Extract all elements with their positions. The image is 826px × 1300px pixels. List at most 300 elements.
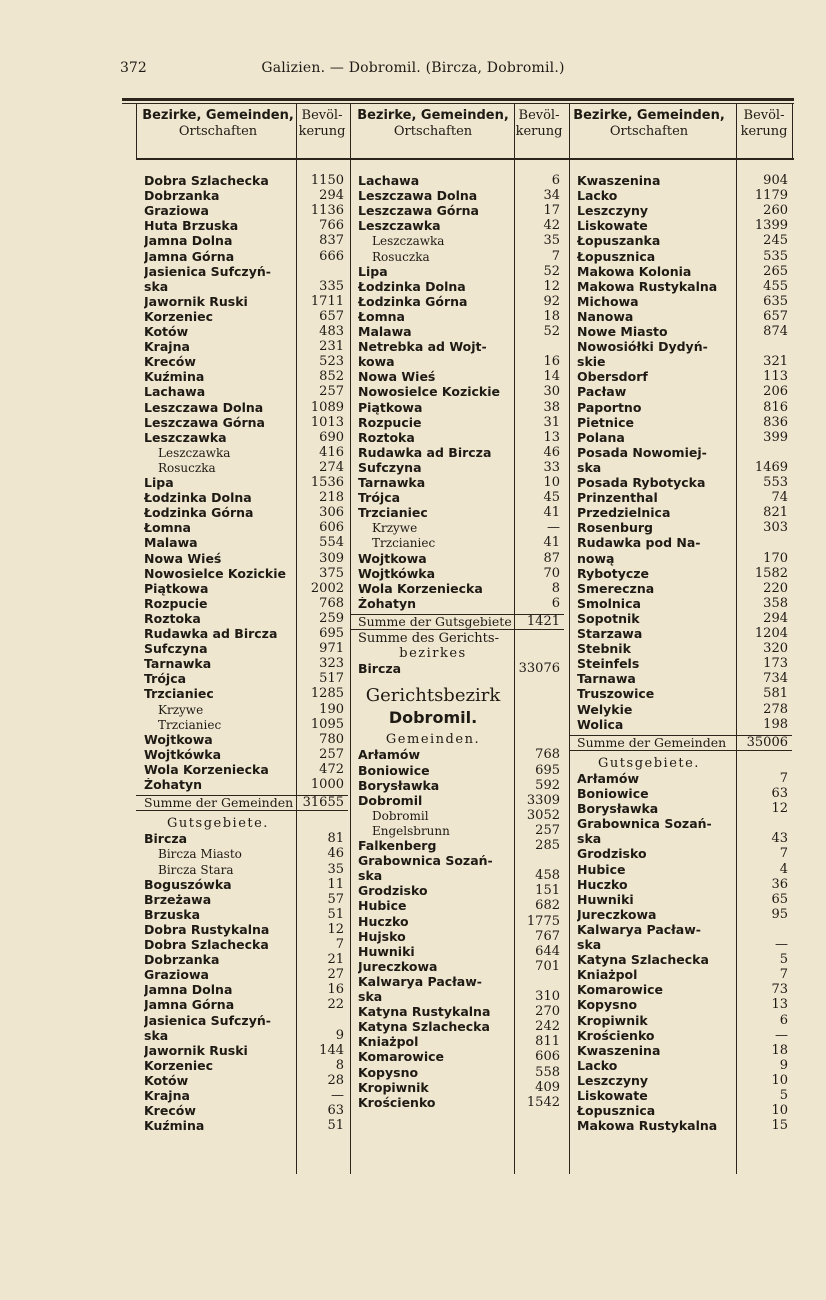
- population-value: 257: [535, 822, 560, 838]
- population-value: 310: [535, 989, 560, 1004]
- table-row: [350, 370, 564, 384]
- place-name: Smolnica: [577, 596, 641, 611]
- population-value: 309: [319, 550, 344, 566]
- population-value: 553: [763, 475, 788, 490]
- population-value: 6: [551, 173, 560, 188]
- header-title: Bezirke, Gemeinden,: [573, 108, 725, 123]
- population-value: 458: [535, 868, 560, 884]
- table-row: [136, 703, 348, 717]
- place-name: Jamna Dolna: [144, 234, 233, 249]
- place-name: bezirkes: [399, 647, 467, 662]
- summary-row: [350, 614, 564, 630]
- population-value: 1421: [526, 613, 560, 629]
- place-name: ska: [358, 869, 383, 884]
- population-value: 13: [771, 997, 788, 1013]
- population-value: 65: [771, 891, 788, 907]
- place-name: Makowa Kolonia: [577, 264, 692, 279]
- table-row: [350, 869, 564, 883]
- header-title: Bezirke, Gemeinden,: [142, 108, 294, 123]
- table-row: [350, 960, 564, 974]
- population-value: 151: [535, 883, 560, 899]
- table-row: [569, 1059, 792, 1073]
- table-row: [136, 340, 348, 354]
- table-row: [350, 975, 564, 989]
- population-value: 14: [543, 369, 560, 385]
- place-name: Nanowa: [577, 309, 634, 324]
- place-name: Jasienica Sufczyń-: [144, 264, 271, 279]
- place-name: Makowa Rustykalna: [577, 1119, 718, 1134]
- place-name: Sufczyna: [144, 642, 208, 657]
- place-name: ska: [577, 460, 602, 475]
- table-row: [350, 824, 564, 838]
- table-row: [136, 923, 348, 937]
- population-value: 17: [543, 203, 560, 219]
- population-value: 375: [319, 565, 344, 581]
- table-row: [136, 1119, 348, 1133]
- place-name: Piątkowa: [144, 581, 209, 596]
- place-name: Engelsbrunn: [372, 823, 450, 838]
- population-value: 41: [543, 505, 560, 521]
- table-row: [569, 1089, 792, 1103]
- table-row: [136, 832, 348, 846]
- place-name: Wojtkówka: [144, 747, 222, 762]
- table-row: [569, 863, 792, 877]
- population-value: 455: [763, 278, 788, 294]
- population-value: 1711: [310, 293, 344, 309]
- table-row: [569, 757, 792, 771]
- population-value: 81: [327, 831, 344, 847]
- place-name: Rudawka ad Bircza: [144, 627, 278, 641]
- population-value: 768: [319, 595, 344, 611]
- table-row: [136, 325, 348, 339]
- population-value: 73: [771, 982, 788, 998]
- place-name: Kwaszenina: [577, 174, 661, 188]
- place-name: Liskowate: [577, 1089, 648, 1103]
- place-name: ska: [358, 990, 383, 1004]
- population-header: [296, 108, 348, 156]
- table-row: [569, 612, 792, 626]
- population-value: 472: [319, 761, 344, 777]
- table-row: [569, 893, 792, 907]
- population-value: 483: [319, 324, 344, 339]
- population-value: 517: [319, 671, 344, 687]
- table-row: [136, 1059, 348, 1073]
- population-value: 816: [763, 399, 788, 415]
- table-row: [569, 536, 792, 550]
- table-row: [569, 597, 792, 611]
- place-name: Krzywe: [158, 702, 204, 717]
- table-row: [569, 642, 792, 656]
- population-value: —: [331, 1088, 344, 1103]
- place-name: Lipa: [358, 264, 388, 279]
- population-value: 198: [763, 716, 788, 732]
- place-name: Arłamów: [577, 771, 640, 786]
- table-row: [136, 968, 348, 982]
- table-row: [350, 839, 564, 853]
- table-row: [350, 794, 564, 808]
- table-row: [136, 878, 348, 892]
- place-name: Korzeniec: [144, 1058, 214, 1073]
- table-row: [350, 416, 564, 430]
- place-name: Krajna: [144, 1089, 190, 1103]
- place-name: Huta Brzuska: [144, 219, 239, 234]
- table-row: [136, 204, 348, 218]
- place-name: Leszczawka: [144, 430, 227, 445]
- table-row: [350, 280, 564, 294]
- population-value: 260: [763, 203, 788, 219]
- place-name: Hubice: [577, 862, 626, 877]
- table-row: [350, 1050, 564, 1064]
- population-value: 16: [327, 982, 344, 998]
- population-value: 257: [319, 384, 344, 400]
- population-value: 34: [543, 188, 560, 204]
- table-row: [136, 1044, 348, 1058]
- population-value: 1095: [310, 716, 344, 732]
- place-name: Summe der Gemeinden: [144, 796, 294, 811]
- table-row: [350, 476, 564, 490]
- table-row: [350, 1066, 564, 1080]
- place-name: Leszczyny: [577, 1073, 649, 1088]
- population-value: 767: [535, 928, 560, 944]
- population-value: 265: [763, 263, 788, 279]
- table-row: [569, 1074, 792, 1088]
- table-row: [350, 990, 564, 1004]
- table-row: [136, 998, 348, 1012]
- population-value: 1089: [310, 399, 344, 415]
- population-value: 904: [763, 173, 788, 188]
- table-row: [569, 295, 792, 309]
- table-row: [569, 817, 792, 831]
- table-row: [569, 878, 792, 892]
- place-name: Smereczna: [577, 581, 655, 596]
- table-row: [350, 945, 564, 959]
- population-value: 27: [327, 967, 344, 983]
- table-row: [350, 446, 564, 460]
- population-value: 1000: [310, 777, 344, 792]
- place-name: Gutsgebiete.: [598, 756, 700, 771]
- population-value: 12: [771, 801, 788, 817]
- table-row: [136, 295, 348, 309]
- population-value: 5: [779, 1088, 788, 1103]
- table-row: [569, 234, 792, 248]
- place-name: Sopotnik: [577, 611, 640, 626]
- place-name: Prinzenthal: [577, 491, 658, 506]
- place-name: Kwaszenina: [577, 1043, 661, 1058]
- population-value: 306: [319, 505, 344, 521]
- place-name: Malawa: [358, 325, 412, 339]
- table-row: [350, 295, 564, 309]
- table-row: [350, 431, 564, 445]
- population-value: 220: [763, 580, 788, 596]
- population-value: 10: [543, 475, 560, 490]
- population-value: 682: [535, 898, 560, 914]
- population-value: 74: [771, 490, 788, 506]
- place-name: Jamna Górna: [144, 998, 235, 1013]
- population-header: [514, 108, 564, 156]
- table-row: [136, 552, 348, 566]
- population-value: 294: [319, 188, 344, 204]
- population-value: 1150: [310, 173, 344, 188]
- table-row: [136, 310, 348, 324]
- table-row: [569, 703, 792, 717]
- place-name: Lachawa: [144, 385, 206, 400]
- place-name: Leszczawa Dolna: [358, 189, 478, 204]
- place-name: Kuźmina: [144, 1119, 205, 1134]
- table-row: [569, 280, 792, 294]
- table-row: [350, 491, 564, 505]
- population-value: 16: [543, 354, 560, 370]
- place-name: Graziowa: [144, 968, 209, 983]
- place-name: Krościenko: [577, 1028, 655, 1043]
- place-name: Wolica: [577, 717, 624, 732]
- table-row: [136, 1074, 348, 1088]
- population-value: 635: [763, 293, 788, 309]
- table-row: [569, 672, 792, 686]
- population-value: 2002: [310, 580, 344, 596]
- place-name: Żohatyn: [144, 778, 203, 792]
- place-name: Hubice: [358, 899, 407, 914]
- table-row: [569, 787, 792, 801]
- population-value: 190: [319, 701, 344, 717]
- population-value: 206: [763, 384, 788, 400]
- place-name: Borysławka: [358, 778, 440, 793]
- population-value: 416: [319, 444, 344, 460]
- population-value: 4: [779, 861, 788, 877]
- place-name: Krzywe: [372, 521, 418, 536]
- place-name: Komarowice: [577, 983, 663, 998]
- population-value: 278: [763, 701, 788, 717]
- place-name: ska: [577, 938, 602, 952]
- population-value: 7: [335, 937, 344, 952]
- table-row: [569, 355, 792, 369]
- place-name: Borysławka: [577, 802, 659, 817]
- place-name: Obersdorf: [577, 370, 648, 385]
- place-name: Nowa Wieś: [144, 551, 222, 566]
- population-value: 535: [763, 248, 788, 264]
- place-name: Bircza: [358, 662, 402, 677]
- population-value: 257: [319, 746, 344, 762]
- table-row: [569, 385, 792, 399]
- table-row: [136, 778, 348, 792]
- place-name: Posada Rybotycka: [577, 476, 706, 490]
- table-row: [136, 748, 348, 762]
- table-row: [350, 647, 564, 661]
- population-value: 46: [327, 846, 344, 862]
- table-row: [569, 219, 792, 233]
- place-name: Huczko: [358, 914, 409, 929]
- place-name: Lacko: [577, 1058, 618, 1073]
- table-row: [569, 923, 792, 937]
- place-name: Trójca: [144, 672, 187, 687]
- table-row: [350, 779, 564, 793]
- place-name: Boniowice: [577, 787, 649, 801]
- table-row: [569, 832, 792, 846]
- table-row: [569, 968, 792, 982]
- place-name: Stebnik: [577, 642, 631, 657]
- table-row: [569, 772, 792, 786]
- place-name: Boniowice: [358, 763, 430, 778]
- table-row: [569, 1119, 792, 1133]
- table-row: [569, 847, 792, 861]
- table-row: [569, 1104, 792, 1118]
- population-value: 874: [763, 324, 788, 339]
- table-row: [350, 582, 564, 596]
- table-row: [350, 219, 564, 233]
- place-name: Katyna Szlachecka: [577, 953, 709, 968]
- table-row: [136, 582, 348, 596]
- place-name: nową: [577, 551, 615, 566]
- table-row: [350, 234, 564, 248]
- table-row: [136, 446, 348, 460]
- table-row: [569, 401, 792, 415]
- population-value: 144: [319, 1042, 344, 1058]
- population-value: 42: [543, 218, 560, 234]
- place-name: Truszowice: [577, 687, 655, 702]
- table-row: [136, 1104, 348, 1118]
- table-row: [136, 983, 348, 997]
- population-value: 852: [319, 369, 344, 385]
- place-name: Brzuska: [144, 907, 201, 922]
- place-name: Łomna: [358, 309, 405, 324]
- place-name: Malawa: [144, 536, 198, 551]
- table-row: [350, 930, 564, 944]
- table-row: [569, 461, 792, 475]
- population-value: 35006: [746, 734, 788, 750]
- place-name: Grodzisko: [577, 847, 647, 862]
- header-subtitle: Ortschaften: [609, 124, 689, 139]
- population-value: 21: [327, 952, 344, 968]
- table-row: [136, 431, 348, 445]
- place-name: Krajna: [144, 340, 190, 355]
- table-row: [350, 1020, 564, 1034]
- place-name: Kopysno: [358, 1065, 419, 1080]
- population-value: 606: [535, 1049, 560, 1065]
- population-value: 113: [763, 369, 788, 385]
- table-row: [350, 662, 564, 676]
- population-value: 12: [327, 921, 344, 937]
- population-value: —: [775, 1027, 788, 1043]
- table-row: [136, 234, 348, 248]
- place-name: Falkenberg: [358, 839, 437, 853]
- table-row: [350, 265, 564, 279]
- table-row: [136, 476, 348, 490]
- place-name: Trójca: [358, 491, 401, 506]
- table-row: [350, 1081, 564, 1095]
- population-value: 1204: [754, 626, 788, 641]
- place-name: Dobra Rustykalna: [144, 922, 270, 937]
- place-name: Leszczawa Górna: [358, 204, 479, 219]
- population-value: 644: [535, 943, 560, 959]
- population-value: 6: [779, 1012, 788, 1028]
- column-header: [569, 108, 729, 156]
- table-row: [569, 521, 792, 535]
- table-row: [136, 189, 348, 203]
- population-value: 581: [763, 686, 788, 702]
- population-value: 57: [327, 891, 344, 907]
- place-name: Pietnice: [577, 415, 634, 430]
- population-header-line1: Bevöl-: [301, 108, 343, 123]
- place-name: Steinfels: [577, 657, 640, 672]
- place-name: Graziowa: [144, 204, 209, 219]
- column-header: [136, 108, 300, 156]
- population-header-line2: kerung: [515, 124, 563, 139]
- place-name: Dobrzanka: [144, 189, 220, 204]
- population-value: 1536: [310, 475, 344, 490]
- table-row: [136, 385, 348, 399]
- table-row: [350, 748, 564, 762]
- population-value: 294: [763, 610, 788, 626]
- table-row: [136, 657, 348, 671]
- population-value: 242: [535, 1019, 560, 1035]
- population-value: 35: [543, 233, 560, 249]
- table-row: [569, 1029, 792, 1043]
- population-value: 335: [319, 278, 344, 294]
- place-name: Rosuczka: [158, 460, 216, 475]
- table-row: [350, 536, 564, 550]
- place-name: Huwniki: [577, 892, 634, 907]
- place-name: Bircza Miasto: [158, 847, 242, 862]
- population-value: 31655: [302, 795, 344, 811]
- place-name: Michowa: [577, 294, 639, 309]
- population-value: 13: [543, 429, 560, 445]
- place-name: Rozpucie: [358, 415, 422, 430]
- population-header-line1: Bevöl-: [743, 108, 785, 123]
- table-row: [136, 1089, 348, 1103]
- table-row: [136, 370, 348, 384]
- population-value: 558: [535, 1064, 560, 1080]
- population-value: 409: [535, 1079, 560, 1095]
- population-value: 837: [319, 233, 344, 249]
- population-value: 1399: [754, 218, 788, 234]
- place-name: Kotów: [144, 1073, 189, 1088]
- place-name: Rosenburg: [577, 521, 653, 536]
- population-header-line2: kerung: [298, 124, 346, 139]
- place-name: Dobra Szlachecka: [144, 938, 269, 952]
- place-name: Leszczawa Górna: [144, 415, 265, 430]
- population-value: 33: [543, 459, 560, 475]
- place-name: Liskowate: [577, 219, 648, 234]
- population-value: 18: [771, 1042, 788, 1058]
- population-value: 836: [763, 414, 788, 430]
- place-name: Łodzinka Górna: [358, 294, 468, 309]
- population-value: 695: [319, 626, 344, 641]
- header-rule: [136, 158, 794, 160]
- place-name: Trzcianiec: [144, 687, 214, 702]
- table-row: [569, 446, 792, 460]
- place-name: Kalwarya Pacław-: [577, 922, 701, 937]
- population-value: 36: [771, 876, 788, 892]
- population-header-line1: Bevöl-: [518, 108, 560, 123]
- place-name: Leszczawka: [158, 445, 231, 460]
- running-head: Galizien. — Dobromil. (Bircza, Dobromil.): [261, 60, 565, 76]
- place-name: Łopuszanka: [577, 234, 661, 249]
- place-name: Kotów: [144, 325, 189, 339]
- place-name: Nowosiółki Dydyń-: [577, 340, 708, 355]
- table-row: [350, 1096, 564, 1110]
- population-value: 45: [543, 490, 560, 506]
- place-name: Leszczawka: [358, 219, 441, 234]
- population-value: 7: [779, 846, 788, 862]
- population-value: 768: [535, 747, 560, 763]
- place-name: Dobra Szlachecka: [144, 174, 269, 188]
- population-value: 1775: [526, 913, 560, 929]
- population-value: 41: [543, 535, 560, 551]
- table-row: [350, 461, 564, 475]
- table-row: [136, 627, 348, 641]
- place-name: Trzcianiec: [158, 717, 222, 732]
- population-value: 1542: [526, 1094, 560, 1110]
- population-value: 259: [319, 610, 344, 626]
